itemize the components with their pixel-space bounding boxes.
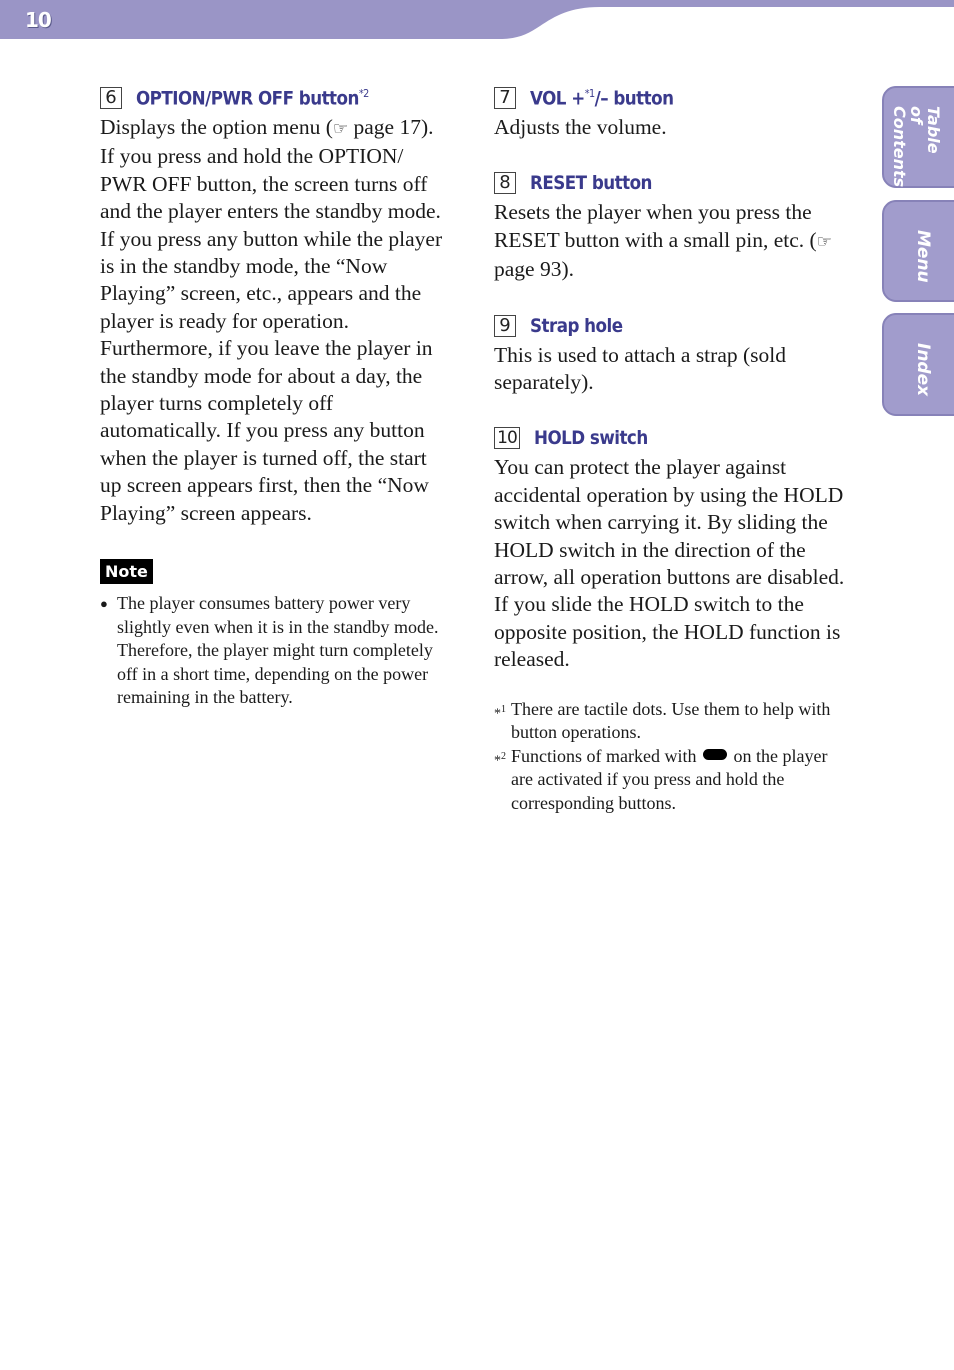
left-column xyxy=(100,84,452,710)
section-number-box: 6 xyxy=(100,87,122,109)
page-number: 10 xyxy=(25,8,51,32)
right-column xyxy=(494,84,849,815)
section-hold xyxy=(494,424,849,673)
section-number-box: 9 xyxy=(494,315,516,337)
section-heading-option xyxy=(100,84,452,112)
option-description: Displays the option menu (☞ page 17). xyxy=(100,115,434,139)
list-item: ● The player consumes battery power very slightly even when it is in the standby mode. Therefore, the player might turn completely off in a short time, depending on the power remaining in the battery. xyxy=(100,593,439,708)
bullet-icon: ● xyxy=(100,596,108,612)
tab-index[interactable] xyxy=(882,313,954,416)
section-strap xyxy=(494,312,849,397)
section-text: Resets the player when you press the RESET button with a small pin, etc. (☞ page 93). xyxy=(494,200,832,282)
section-number-box: 10 xyxy=(494,427,520,449)
pointing-hand-icon: ☞ xyxy=(332,119,349,139)
section-heading-reset xyxy=(494,169,849,197)
note-badge: Note xyxy=(100,559,153,584)
tab-menu[interactable] xyxy=(882,200,954,302)
footnote-mark: *$^1$ xyxy=(494,703,506,722)
section-heading-vol xyxy=(494,84,849,112)
section-title: OPTION/PWR OFF button$^{*2}$ xyxy=(136,86,369,110)
section-reset xyxy=(494,169,849,283)
section-title: RESET button xyxy=(530,172,652,195)
section-number-box: 8 xyxy=(494,172,516,194)
header-band-shape xyxy=(0,0,954,40)
tab-label-contents: Table of Contents xyxy=(890,106,943,188)
note-list xyxy=(100,592,452,710)
footnote-2: *$^2$ Functions of marked with on the player are activated if you press and hold the corresponding buttons. xyxy=(494,745,828,813)
pointing-hand-icon: ☞ xyxy=(816,231,832,252)
section-number-box: 7 xyxy=(494,87,516,109)
section-title: VOL +$^{*1}$/– button xyxy=(530,86,674,110)
tab-table-of-contents[interactable] xyxy=(882,86,954,188)
section-vol xyxy=(494,84,849,141)
section-text: This is used to attach a strap (sold separately). xyxy=(494,342,786,395)
option-paragraph: If you press and hold the OPTION/ PWR OFF button, the screen turns off and the player enters the standby mode. If you press any button while the player is in the standby mode, the “Now Playing” screen, etc., appears and the player is ready for operation. Furthermore, if you leave the player in the standby mode for about a day, the player turns completely off automatically. If you press any button when the player is turned off, the start up screen appears first, then the “Now Playing” screen appears. xyxy=(100,144,443,525)
section-text: You can protect the player against accidental operation by using the HOLD switch when carrying it. By sliding the HOLD switch in the direction of the arrow, all operation buttons are disabled. If you slide the HOLD switch to the opposite position, the HOLD function is released. xyxy=(494,455,845,672)
section-heading-strap xyxy=(494,312,849,340)
pill-mark-icon xyxy=(703,749,727,760)
footnote-1: *$^1$ There are tactile dots. Use them to help with button operations. xyxy=(494,698,831,743)
footnote-mark: *$^2$ xyxy=(494,750,506,769)
section-title: HOLD switch xyxy=(534,427,648,450)
section-title: Strap hole xyxy=(530,314,623,337)
header-band xyxy=(0,0,954,40)
tab-label-menu: Menu xyxy=(913,230,933,283)
tab-label-index: Index xyxy=(913,343,933,397)
section-text: Adjusts the volume. xyxy=(494,115,667,139)
section-heading-hold xyxy=(494,424,849,452)
